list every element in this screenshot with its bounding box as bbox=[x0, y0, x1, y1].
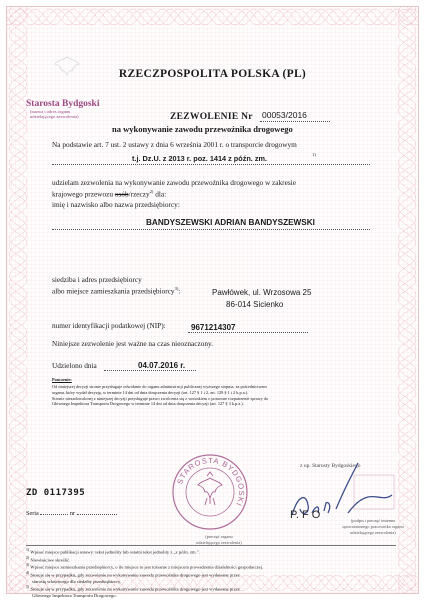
signature-caption bbox=[338, 518, 408, 535]
official-seal-stamp bbox=[170, 452, 250, 532]
nip-label: numer identyfikacji podatkowej (NIP): bbox=[52, 321, 166, 330]
footnote-item: $^{5)}$ Stosuje się w przypadku, gdy zezwolenie na wykonywanie zawodu przewoźnika drogowego jest wydawane przez bbox=[26, 585, 240, 592]
border-pattern-right bbox=[396, 7, 418, 594]
instruction-block bbox=[52, 384, 382, 407]
seria-nr-label: nr bbox=[69, 510, 75, 517]
legal-basis-text: Na podstawie art. 7 ust. 2 ustawy z dnia 6 września 2001 r. o transporcie drogowym bbox=[52, 140, 297, 149]
grant-scope-for: dla: bbox=[153, 189, 167, 199]
entrepreneur-name-label: imię i nazwisko albo nazwa przedsiębiorcy: bbox=[52, 200, 180, 209]
footnote-item: starostę właściwego dla siedziby przedsiębiorcy. bbox=[32, 578, 122, 584]
issued-label: Udzielono dnia bbox=[52, 361, 97, 370]
legal-reference: t.j. Dz.U. z 2013 r. poz. 1414 z późn. zm. bbox=[132, 154, 268, 163]
grant-text-line2 bbox=[52, 189, 166, 199]
border-pattern-top bbox=[7, 7, 419, 27]
seria-field bbox=[26, 510, 117, 517]
address-label-2: albo miejsce zamieszkania przedsiębiorcy$^{3)}$: bbox=[52, 286, 181, 296]
legal-reference-footnote: 1) bbox=[312, 152, 316, 157]
grant-scope-persons-struck: osób bbox=[114, 189, 129, 199]
grant-scope-goods: /rzeczy bbox=[128, 189, 150, 199]
instruction-line: Od niniejszej decyzji stronie przysługuje odwołanie do organu administracji publicznej wyższego stopnia, za pośrednictwem bbox=[52, 384, 267, 389]
address-footnote: 3) bbox=[174, 286, 179, 291]
footnote-item: $^{2)}$ Niewłaściwe skreślić. bbox=[26, 555, 71, 563]
instruction-line: organu, który wydał decyzję, w terminie 14 dni od dnia doręczenia decyzji (art. 127 § 1 i 2, art. 129 § 1 i 2 k.p.a.). bbox=[52, 389, 249, 395]
footnote-item: $^{4)}$ Stosuje się w przypadku, gdy zezwolenie na wykonywanie zawodu przewoźnika drogowego jest wydawane przez bbox=[26, 571, 240, 578]
border-pattern-left bbox=[7, 7, 29, 594]
issuer-stamp-name: Starosta Bydgoski bbox=[26, 99, 100, 109]
permit-subtitle: na wykonywanie zawodu przewoźnika drogowego bbox=[112, 124, 293, 134]
address-label-2-text: albo miejsce zamieszkania przedsiębiorcy bbox=[52, 286, 175, 296]
entrepreneur-name-line bbox=[52, 229, 370, 230]
footnote-item: $^{1)}$ Wpisać miejsce publikacji ustawy: tekst jednolity lub ostatni tekst jednolity z „z późn. zm.”. bbox=[26, 548, 200, 555]
seal-caption-line: (pieczęć organu bbox=[205, 534, 233, 539]
seria-label: Seria bbox=[26, 510, 39, 517]
address-line-2: 86-014 Sicienko bbox=[226, 300, 284, 309]
instruction-line: Stronie niezadowolonej z niniejszej decyzji przysługuje prawo zwrócenia się z wnioskiem o ponowne rozpatrzenie sprawy do bbox=[52, 395, 269, 401]
seal-caption-line: udzielającego zezwolenia) bbox=[196, 539, 242, 545]
permit-number-line bbox=[260, 121, 330, 122]
footnote-rule bbox=[26, 545, 396, 546]
seal-text: STAROSTA BYDGOSKI bbox=[175, 455, 247, 509]
svg-text:P. F O: P. F O bbox=[290, 509, 321, 521]
nip-line bbox=[188, 332, 308, 333]
footnotes bbox=[26, 548, 398, 599]
footnote-item: $^{3)}$ Wpisać miejsce zamieszkania przedsiębiorcy, o ile miejsce to jest tożsame z miejscem prowadzenia działalności gospodarczej. bbox=[26, 563, 264, 570]
address-line-1: Pawłówek, ul. Wrzosowa 25 bbox=[212, 288, 312, 297]
nip-value: 9671214307 bbox=[191, 323, 236, 332]
address-label-1: siedziba i adres przedsiębiorcy bbox=[52, 275, 142, 284]
issuer-stamp-line: udzielającego zezwolenia) bbox=[30, 113, 79, 119]
grant-text-line1: udzielam zezwolenia na wykonywanie zawodu przewoźnika drogowego w zakresie bbox=[52, 178, 296, 187]
country-header: RZECZPOSPOLITA POLSKA (PL) bbox=[118, 68, 307, 80]
eagle-emblem-icon bbox=[198, 472, 222, 505]
permit-title: ZEZWOLENIE Nr bbox=[170, 112, 253, 122]
issuer-stamp-line: (nazwa i adres organu bbox=[30, 108, 71, 114]
signature-caption-line: udzielającego zezwolenia) bbox=[350, 529, 396, 535]
issued-date: 04.07.2016 r. bbox=[138, 361, 186, 370]
entrepreneur-name: BANDYSZEWSKI ADRIAN BANDYSZEWSKI bbox=[146, 218, 315, 227]
issued-date-line bbox=[104, 370, 196, 371]
instruction-line: Głównego Inspektora Transportu Drogowego w terminie 14 dni od dnia doręczenia decyzji (art. 127 § 3 k.p.a.). bbox=[52, 401, 244, 407]
signature-caption-line: (podpis i pieczęć imienna bbox=[350, 518, 396, 523]
grant-scope-footnote: 2) bbox=[149, 189, 154, 194]
signature-caption-line: upoważnionego pracownika organu bbox=[342, 523, 404, 529]
permit-number: 00053/2016 bbox=[262, 110, 307, 120]
issuer-stamp bbox=[26, 100, 99, 120]
legal-reference-line bbox=[52, 164, 370, 165]
footnote-item: Głównego Inspektora Transportu Drogowego. bbox=[32, 592, 117, 598]
form-serial-number: ZD 0117395 bbox=[26, 488, 86, 498]
signature-for-label: z up. Starosty Bydgoskiego bbox=[300, 463, 361, 469]
seal-caption bbox=[184, 534, 254, 546]
grant-scope-domestic: krajowego przewozu bbox=[52, 189, 113, 199]
instruction-title: Pouczenie: bbox=[52, 377, 72, 382]
validity-text: Niniejsze zezwolenie jest ważne na czas nieoznaczony. bbox=[52, 339, 213, 348]
